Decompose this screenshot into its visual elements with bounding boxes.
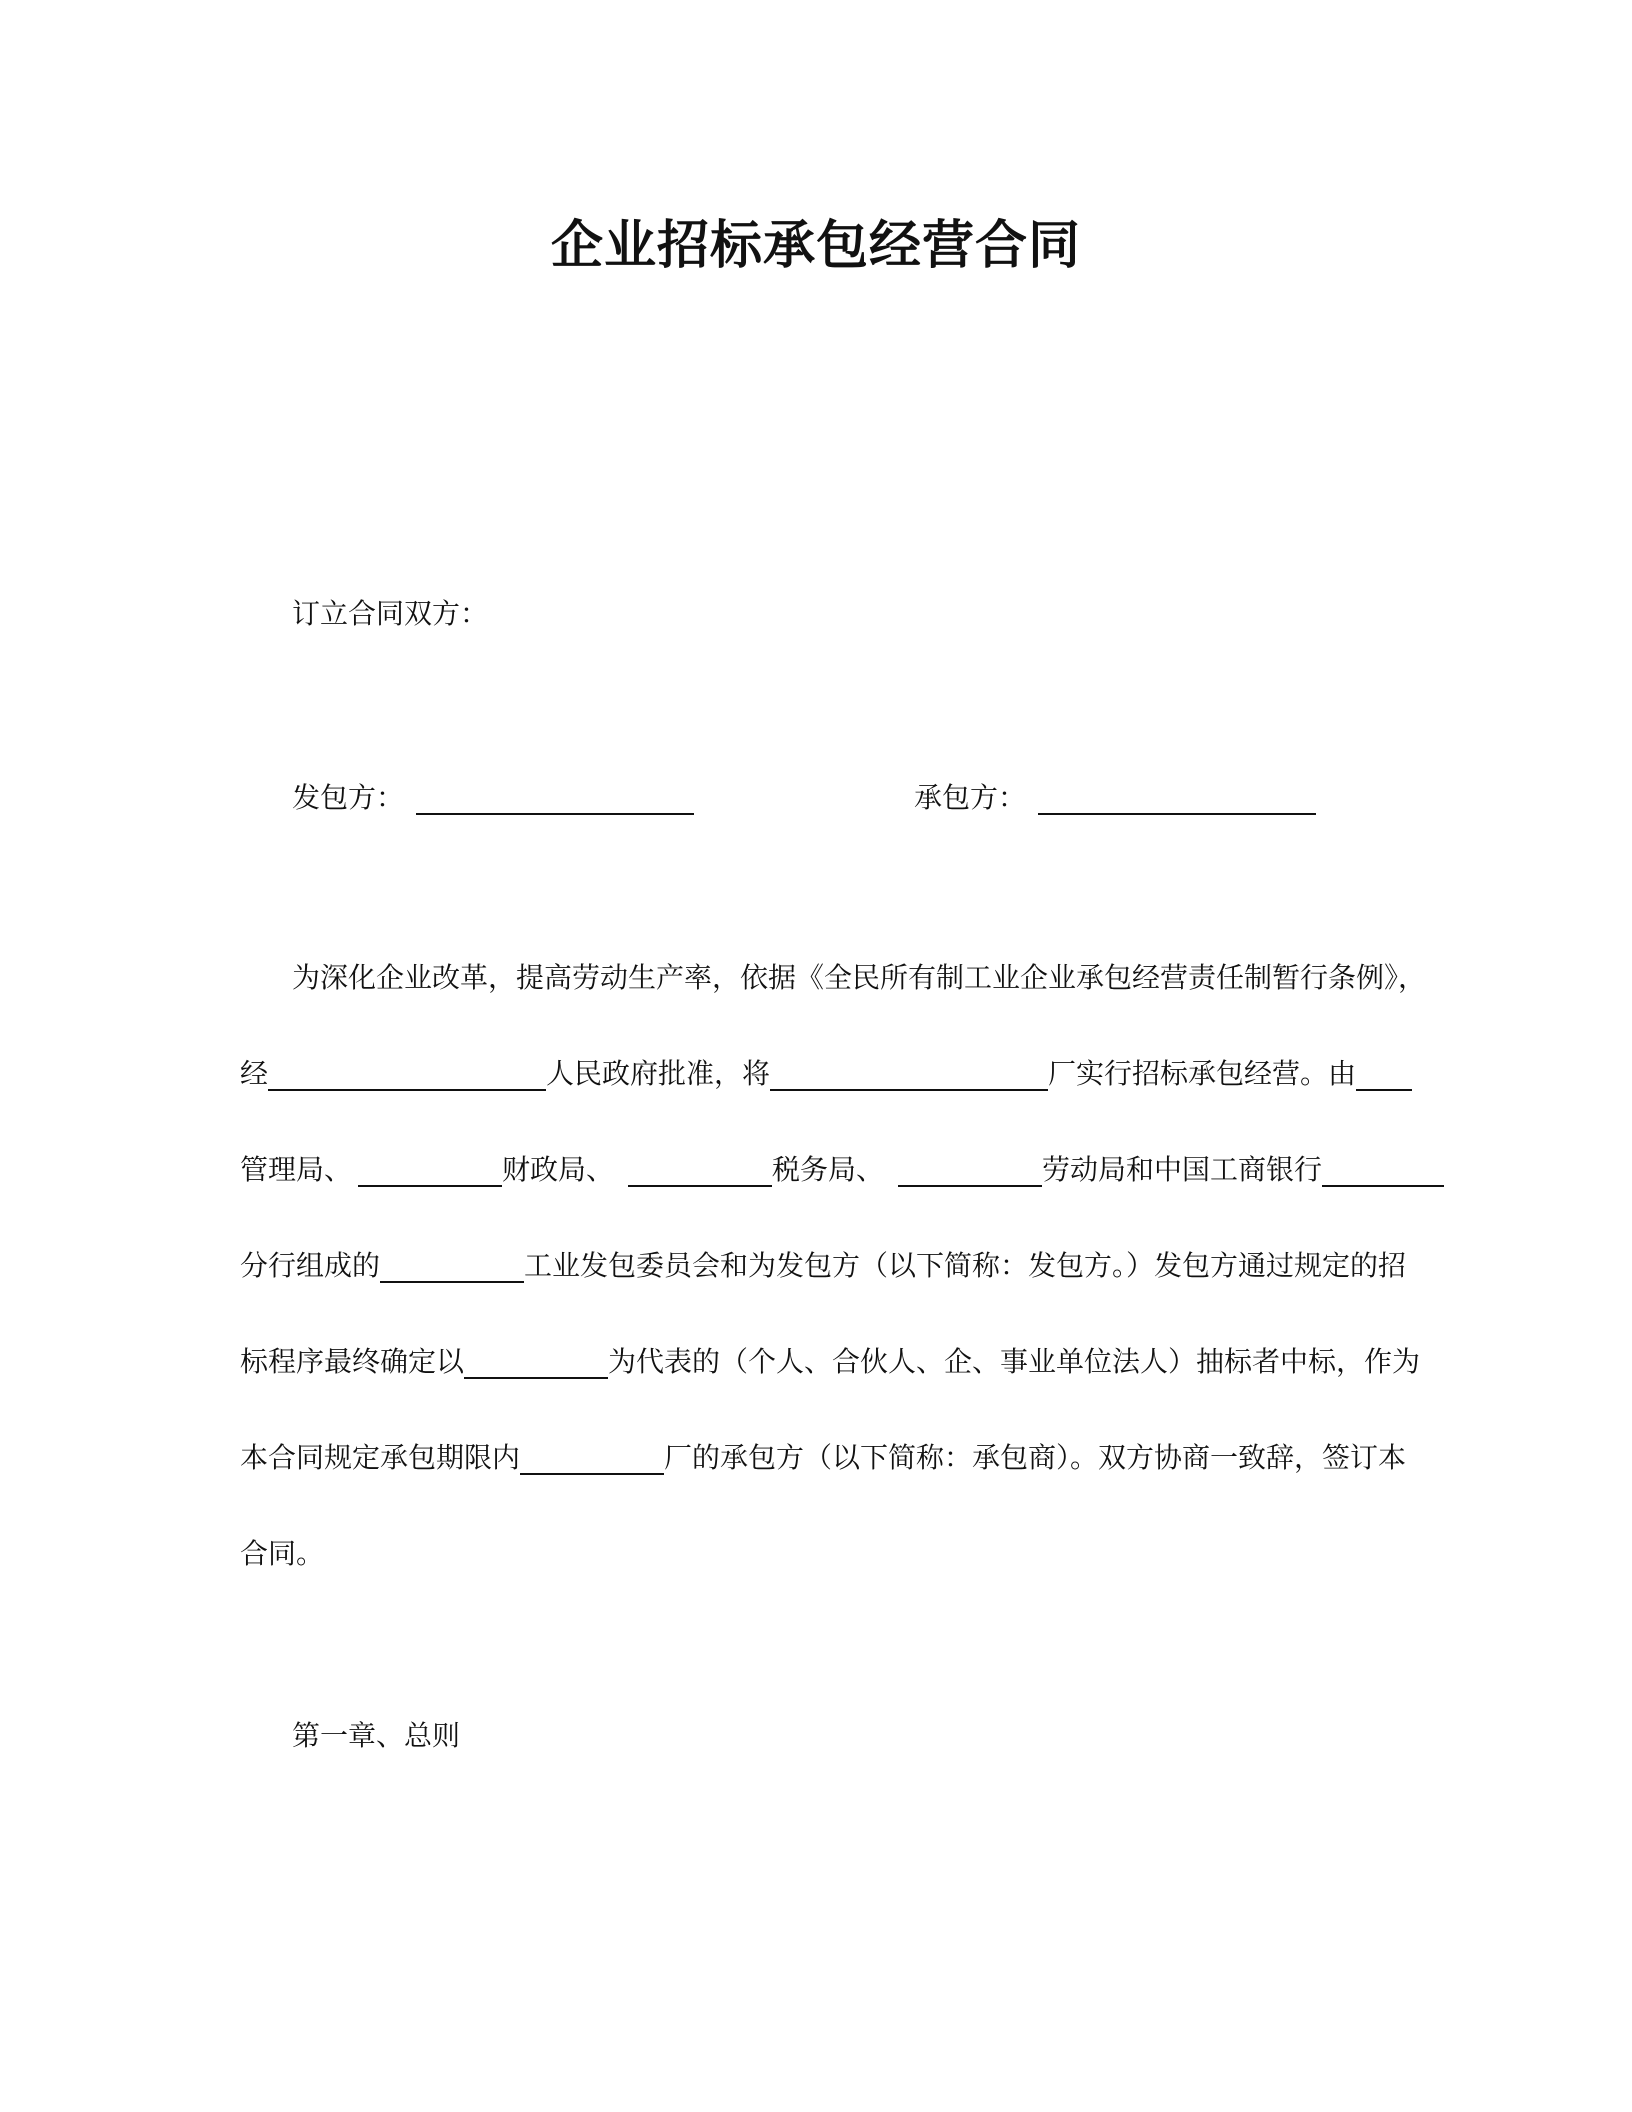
employer-label: 发包方： <box>292 781 405 814</box>
finance-blank <box>358 1155 502 1187</box>
preamble-text: 分行组成的 <box>240 1249 381 1282</box>
preamble-line-4 <box>240 1246 1406 1286</box>
preamble-text: 管理局、 <box>240 1153 353 1186</box>
authority-blank <box>1356 1059 1412 1091</box>
preamble-text: 为深化企业改革，提高劳动生产率，依据《全民所有制工业企业承包经营责任制暂行条例》， <box>292 961 1427 994</box>
employer-field <box>292 778 694 818</box>
factory-blank <box>770 1059 1048 1091</box>
preamble-text: 劳动局和中国工商银行 <box>1042 1153 1323 1186</box>
preamble-line-1 <box>292 958 1426 998</box>
labor-blank <box>898 1155 1042 1187</box>
preamble-text: 经 <box>240 1057 269 1090</box>
committee-blank <box>380 1251 524 1283</box>
preamble-text: 合同。 <box>240 1537 325 1570</box>
contract-factory-blank <box>520 1443 664 1475</box>
contractor-field <box>914 778 1316 818</box>
tax-blank <box>628 1155 772 1187</box>
preamble-text: 为代表的（个人、合伙人、企、事业单位法人）抽标者中标，作为 <box>608 1345 1421 1378</box>
parties-heading: 订立合同双方： <box>292 597 489 630</box>
preamble-line-5 <box>240 1342 1420 1382</box>
bank-blank <box>1322 1155 1444 1187</box>
preamble-line-6 <box>240 1438 1406 1478</box>
preamble-line-3 <box>240 1150 1444 1190</box>
preamble-line-2 <box>240 1054 1412 1094</box>
contractor-blank <box>1038 783 1316 815</box>
preamble-text: 工业发包委员会和为发包方（以下简称：发包方。）发包方通过规定的招 <box>524 1249 1407 1282</box>
government-blank <box>268 1059 546 1091</box>
representative-blank <box>464 1347 608 1379</box>
document-title: 企业招标承包经营合同 <box>550 216 1081 276</box>
preamble-text: 税务局、 <box>772 1153 885 1186</box>
preamble-line-7 <box>240 1534 324 1574</box>
preamble-text: 财政局、 <box>502 1153 615 1186</box>
preamble-text: 标程序最终确定以 <box>240 1345 465 1378</box>
preamble-text: 本合同规定承包期限内 <box>240 1441 521 1474</box>
preamble-text: 人民政府批准，将 <box>546 1057 771 1090</box>
contractor-label: 承包方： <box>914 781 1027 814</box>
chapter-heading: 第一章、总则 <box>292 1719 461 1752</box>
employer-blank <box>416 783 694 815</box>
preamble-text: 厂实行招标承包经营。由 <box>1048 1057 1357 1090</box>
preamble-text: 厂的承包方（以下简称：承包商）。双方协商一致辞，签订本 <box>664 1441 1407 1474</box>
